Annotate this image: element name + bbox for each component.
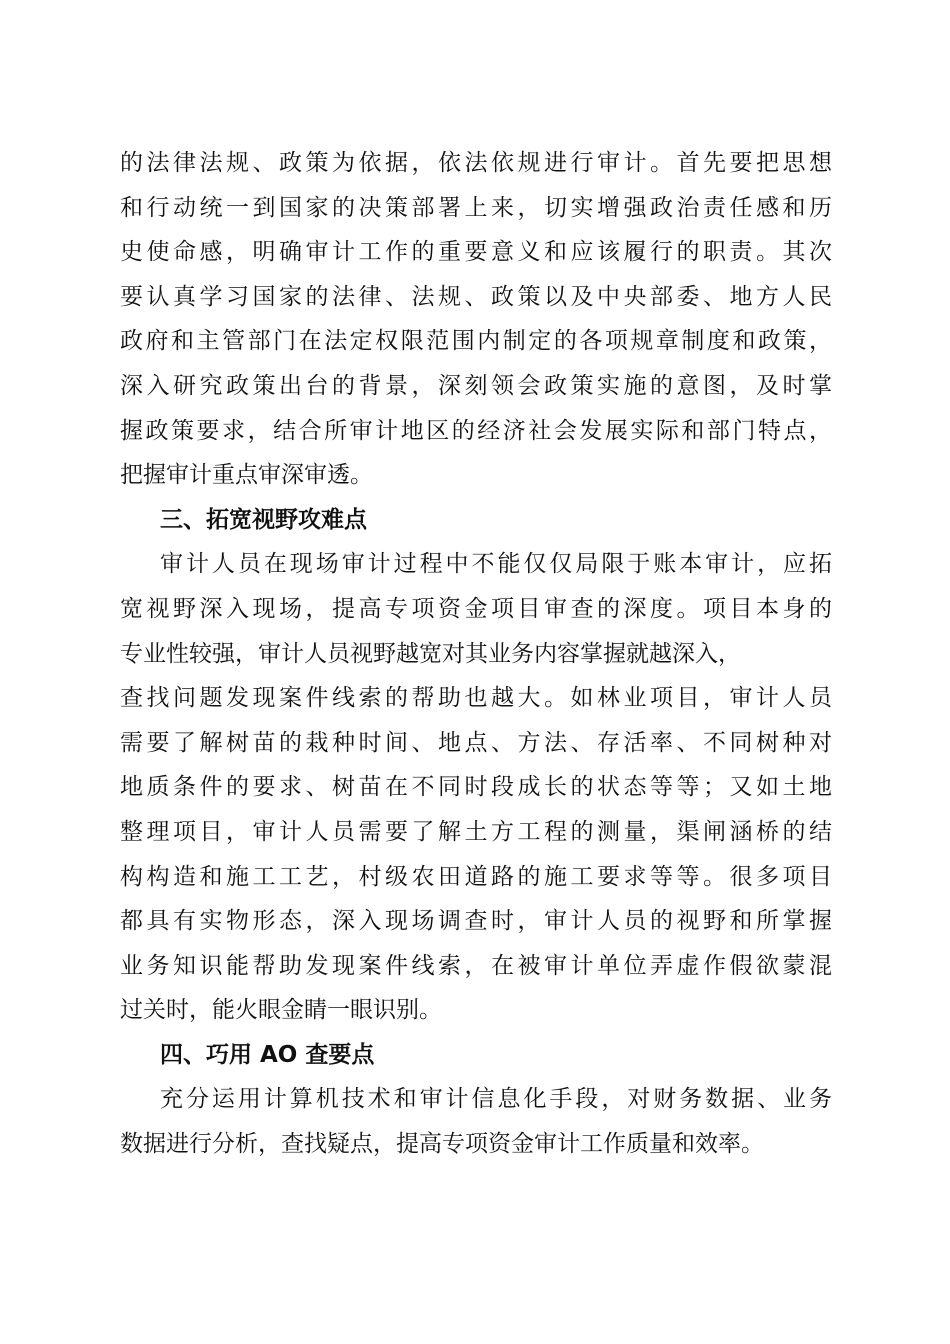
text-line: 要认真学习国家的法律、法规、政策以及中央部委、地方人民 (120, 283, 832, 310)
text-line: 过关时，能火眼金睛一眼识别。 (120, 997, 442, 1024)
text-line: 政府和主管部门在法定权限范围内制定的各项规章制度和政策， (120, 328, 832, 355)
text-line: 需要了解树苗的栽种时间、地点、方法、存活率、不同树种对 (120, 729, 832, 756)
text-line: 构构造和施工工艺，村级农田道路的施工要求等等。很多项目 (120, 863, 832, 890)
text-line: 宽视野深入现场，提高专项资金项目审查的深度。项目本身的 (120, 595, 832, 622)
text-line: 把握审计重点审深审透。 (120, 462, 373, 489)
text-line: 业务知识能帮助发现案件线索，在被审计单位弄虚作假欲蒙混 (120, 952, 832, 979)
text-line: 数据进行分析，查找疑点，提高专项资金审计工作质量和效率。 (120, 1131, 764, 1158)
text-line: 深入研究政策出台的背景，深刻领会政策实施的意图，及时掌 (120, 372, 832, 399)
text-line: 的法律法规、政策为依据，依法依规进行审计。首先要把思想 (120, 150, 832, 176)
paragraph-3 (120, 1077, 832, 1166)
document-body (120, 141, 832, 1167)
section-heading-4: 四、巧用 AO 查要点 (160, 1041, 375, 1068)
text-line: 和行动统一到国家的决策部署上来，切实增强政治责任感和历 (120, 194, 832, 221)
paragraph-1 (120, 141, 832, 498)
text-line: 专业性较强，审计人员视野越宽对其业务内容掌握就越深入， (120, 640, 741, 667)
text-line: 握政策要求，结合所审计地区的经济社会发展实际和部门特点， (120, 417, 832, 444)
text-line: 地质条件的要求、树苗在不同时段成长的状态等等；又如土地 (120, 774, 832, 801)
paragraph-2 (120, 542, 832, 1033)
text-line: 审计人员在现场审计过程中不能仅仅局限于账本审计，应拓 (160, 551, 832, 578)
text-line: 都具有实物形态，深入现场调查时，审计人员的视野和所掌握 (120, 908, 832, 935)
text-line: 充分运用计算机技术和审计信息化手段，对财务数据、业务 (160, 1086, 832, 1113)
text-line: 查找问题发现案件线索的帮助也越大。如林业项目，审计人员 (120, 685, 832, 712)
section-heading-3: 三、拓宽视野攻难点 (160, 506, 367, 533)
text-line: 整理项目，审计人员需要了解土方工程的测量，渠闸涵桥的结 (120, 818, 832, 845)
text-line: 史使命感，明确审计工作的重要意义和应该履行的职责。其次 (120, 239, 832, 266)
